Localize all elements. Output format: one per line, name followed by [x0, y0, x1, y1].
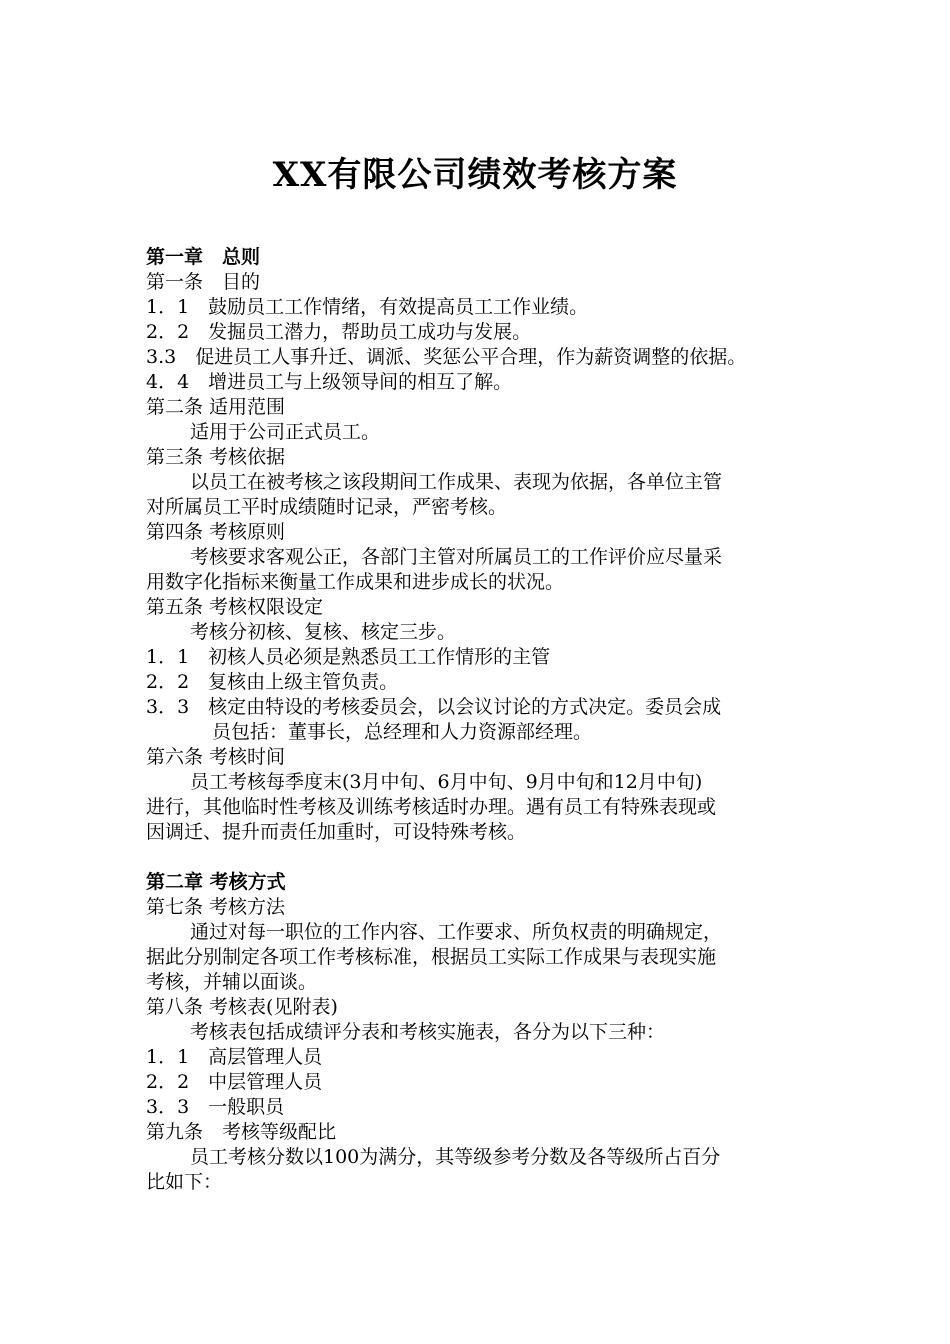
article-1-item: 3.3 促进员工人事升迁、调派、奖惩公平合理，作为薪资调整的依据。	[146, 346, 747, 368]
article-6-text: 员工考核每季度末(3月中旬、6月中旬、9月中旬和12月中旬)	[190, 771, 703, 793]
article-1-item: 1．1 鼓励员工工作情绪，有效提高员工工作业绩。	[146, 296, 589, 318]
article-9-heading: 第九条 考核等级配比	[146, 1121, 337, 1143]
section-gap	[146, 845, 826, 870]
article-2-text: 适用于公司正式员工。	[190, 421, 381, 443]
article-8-intro: 考核表包括成绩评分表和考核实施表，各分为以下三种：	[190, 1021, 666, 1043]
document-body	[146, 245, 826, 1195]
article-6-text: 因调迁、提升而责任加重时，可设特殊考核。	[146, 821, 527, 843]
article-3-text: 以员工在被考核之该段期间工作成果、表现为依据，各单位主管	[190, 471, 723, 493]
article-5-item: 1．1 初核人员必须是熟悉员工工作情形的主管	[146, 646, 551, 668]
article-4-text: 考核要求客观公正，各部门主管对所属员工的工作评价应尽量采	[190, 546, 723, 568]
article-8-item: 3．3 一般职员	[146, 1096, 285, 1118]
article-3-text: 对所属员工平时成绩随时记录，严密考核。	[146, 496, 508, 518]
article-2-heading: 第二条 适用范围	[146, 396, 286, 418]
article-6-heading: 第六条 考核时间	[146, 746, 286, 768]
article-7-text: 据此分别制定各项工作考核标准，根据员工实际工作成果与表现实施	[146, 946, 717, 968]
article-4-heading: 第四条 考核原则	[146, 521, 286, 543]
article-3-heading: 第三条 考核依据	[146, 446, 286, 468]
article-9-text: 员工考核分数以100为满分，其等级参考分数及各等级所占百分	[190, 1146, 721, 1168]
document-title: XX有限公司绩效考核方案	[272, 155, 678, 195]
article-7-heading: 第七条 考核方法	[146, 896, 286, 918]
article-7-text: 考核，并辅以面谈。	[146, 971, 318, 993]
article-5-item: 2．2 复核由上级主管负责。	[146, 671, 399, 693]
article-8-heading: 第八条 考核表(见附表)	[146, 996, 338, 1018]
article-1-item: 4．4 增进员工与上级领导间的相互了解。	[146, 371, 513, 393]
article-6-text: 进行，其他临时性考核及训练考核适时办理。遇有员工有特殊表现或	[146, 796, 717, 818]
article-5-item-continuation: 员包括：董事长，总经理和人力资源部经理。	[212, 721, 593, 743]
article-9-text: 比如下：	[146, 1171, 223, 1193]
chapter-2-heading: 第二章 考核方式	[146, 871, 286, 893]
article-5-item: 3．3 核定由特设的考核委员会，以会议讨论的方式决定。委员会成	[146, 696, 722, 718]
article-7-text: 通过对每一职位的工作内容、工作要求、所负权责的明确规定，	[190, 921, 723, 943]
article-1-heading: 第一条 目的	[146, 271, 261, 293]
chapter-1-heading: 第一章 总则	[146, 246, 261, 268]
article-1-item: 2．2 发掘员工潜力，帮助员工成功与发展。	[146, 321, 532, 343]
article-8-item: 2．2 中层管理人员	[146, 1071, 323, 1093]
article-8-item: 1．1 高层管理人员	[146, 1046, 323, 1068]
article-5-heading: 第五条 考核权限设定	[146, 596, 324, 618]
article-5-intro: 考核分初核、复核、核定三步。	[190, 621, 457, 643]
article-4-text: 用数字化指标来衡量工作成果和进步成长的状况。	[146, 571, 565, 593]
